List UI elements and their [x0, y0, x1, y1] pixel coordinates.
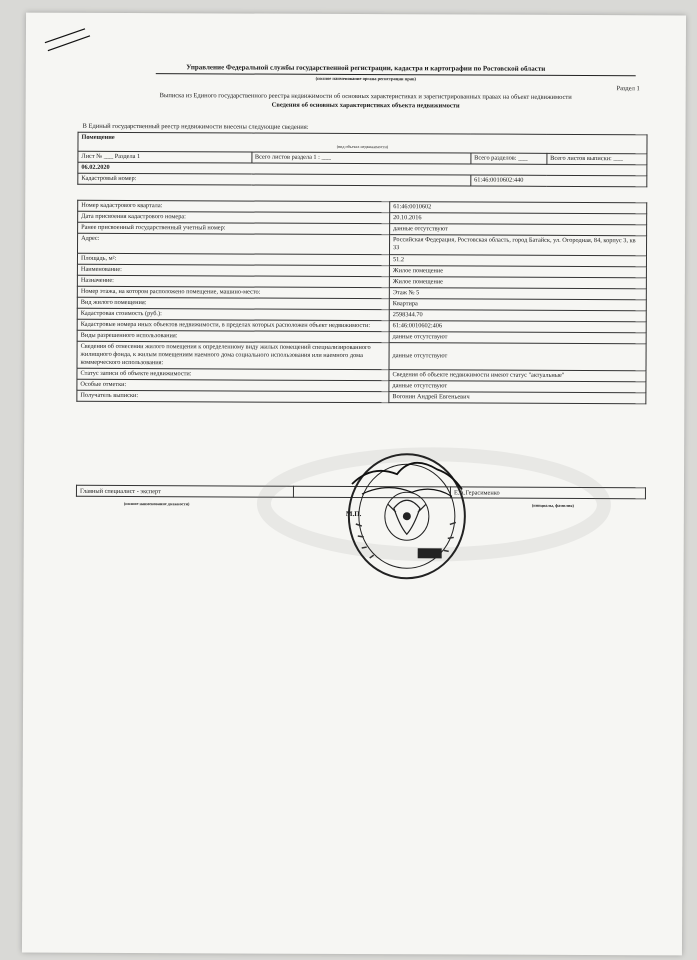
characteristics-table: [76, 200, 647, 404]
field-value: данные отсутствуют: [389, 332, 646, 344]
total-sheets: Всего листов выписки: ___: [547, 153, 647, 164]
object-type: Помещение: [81, 133, 115, 141]
field-label: Получатель выписки:: [77, 390, 389, 402]
cadastral-number-row: [78, 173, 647, 186]
field-label: Адрес:: [78, 233, 390, 254]
total-sections: Всего разделов: ___: [471, 153, 547, 164]
field-value: Вогонин Андрей Евгеньевич: [389, 392, 646, 404]
field-value: данные отсутствуют: [390, 224, 647, 236]
field-value: данные отсутствуют: [389, 381, 646, 393]
field-value: 2598344.70: [389, 310, 646, 322]
field-value: Российская Федерация, Ростовская область, город Батайск, ул. Огородная, 84, корпус 3, кв 33: [390, 235, 647, 256]
object-type-cell: [78, 132, 647, 153]
signer-name: Е.А.Герасименко: [450, 487, 645, 499]
field-row: [77, 341, 646, 370]
field-label: Особые отметки:: [77, 379, 389, 391]
field-value: Квартира: [389, 299, 646, 311]
field-label: Кадастровые номера иных объектов недвижимости, в пределах которых расположен объект недвижимости:: [77, 319, 389, 331]
field-label: Виды разрешенного использования:: [77, 330, 389, 342]
sheet-no: Лист № ___ Раздела 1: [78, 151, 252, 163]
field-row: [77, 390, 646, 403]
field-label: Назначение:: [77, 275, 389, 287]
object-type-row: [78, 132, 647, 153]
field-value: Сведения об объекте недвижимости имеют статус "актуальные": [389, 370, 646, 382]
field-label: Номер этажа, на котором расположено помещение, машино-место:: [77, 286, 389, 298]
section-label: Раздел 1: [616, 85, 640, 93]
document-title: Выписка из Единого государственного реестра недвижимости об основных характеристиках и зарегистрированных правах на объект недвижимости: [159, 92, 572, 101]
document-subtitle: Сведения об основных характеристиках объекта недвижимости: [271, 101, 460, 110]
cadastral-number-label: Кадастровый номер:: [78, 173, 471, 186]
document-sheet: [22, 13, 686, 956]
field-label: Наименование:: [77, 264, 389, 276]
agency-name: Управление Федеральной службы государственной регистрации, кадастра и картографии по Ростовской области: [186, 63, 546, 73]
field-value: данные отсутствуют: [389, 343, 646, 371]
name-hint: (инициалы, фамилия): [531, 502, 574, 508]
field-label: Площадь, м²:: [77, 253, 389, 265]
field-value: Жилое помещение: [389, 266, 646, 278]
field-value: 51.2: [389, 255, 646, 267]
field-label: Вид жилого помещения:: [77, 297, 389, 309]
official-seal-icon: [342, 444, 473, 585]
issue-date: 06.02.2020: [78, 162, 647, 175]
field-value: Жилое помещение: [389, 277, 646, 289]
field-label: Кадастровая стоимость (руб.):: [77, 308, 389, 320]
intro-text: В Единый государственный реестр недвижимости внесены следующие сведения:: [82, 122, 309, 131]
field-value: 61:46:0010602: [390, 202, 647, 214]
field-label: Номер кадастрового квартала:: [78, 200, 390, 212]
field-label: Дата присвоения кадастрового номера:: [78, 211, 390, 223]
field-label: Ранее присвоенный государственный учетный номер:: [78, 222, 390, 234]
field-row: [78, 233, 647, 255]
signer-position: Главный специалист - эксперт: [76, 485, 293, 497]
pen-mark-icon: [40, 21, 100, 61]
cadastral-number-value: 61:46:0010602:440: [471, 175, 647, 187]
field-label: Сведения об отнесении жилого помещения к определенному виду жилых помещений специализированного жилищного фонда, к жилым помещениям наемного дома социального использования или наемного дома коммерческого использования:: [77, 341, 389, 369]
field-label: Статус записи об объекте недвижимости:: [77, 368, 389, 380]
field-value: 61:46:0010602:406: [389, 321, 646, 333]
field-value: Этаж № 5: [389, 288, 646, 300]
seal-place-label: М.П.: [345, 509, 362, 519]
object-type-hint: (вид объекта недвижимости): [336, 143, 389, 150]
field-value: 20.10.2016: [390, 213, 647, 225]
total-sheets-section: Всего листов раздела 1 : ___: [251, 152, 470, 164]
agency-note: (полное наименование органа регистрации прав): [315, 75, 416, 82]
header-table: [77, 132, 647, 187]
position-hint: (полное наименование должности): [123, 500, 190, 507]
